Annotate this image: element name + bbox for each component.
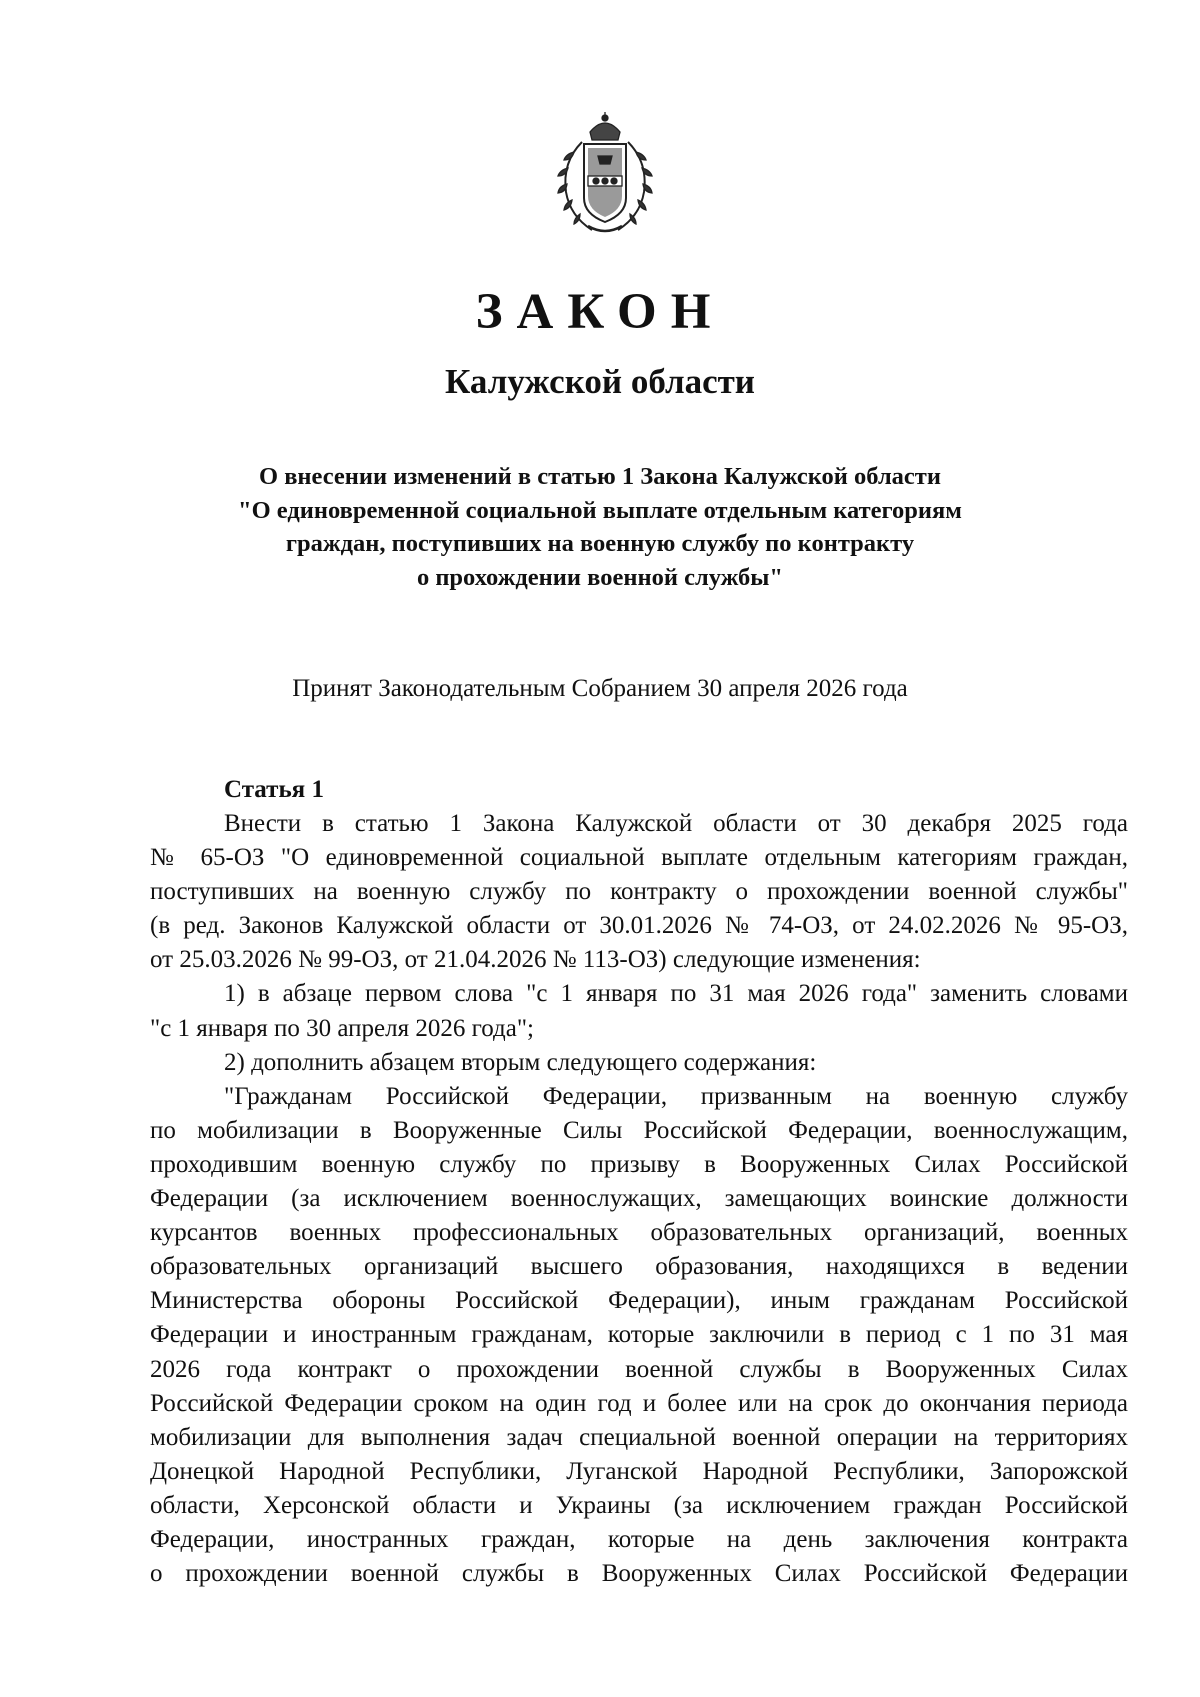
body-line: "с 1 января по 30 апреля 2026 года"; xyxy=(150,1014,534,1042)
document-subtitle: Калужской области xyxy=(445,362,755,401)
body-line: Федерации (за исключением военнослужащих, замещающих воинские должности xyxy=(150,1185,1128,1213)
body-line: от 25.03.2026 № 99-ОЗ, от 21.04.2026 № 113-ОЗ) следующие изменения: xyxy=(150,946,921,974)
body-line: о прохождении военной службы в Вооруженных Силах Российской Федерации xyxy=(150,1560,1128,1588)
body-line: курсантов военных профессиональных образовательных организаций, военных xyxy=(150,1219,1128,1247)
body-line: области, Херсонской области и Украины (за исключением граждан Российской xyxy=(150,1491,1128,1519)
body-line: 1) в абзаце первом слова "с 1 января по 31 мая 2026 года" заменить словами xyxy=(224,980,1128,1008)
body-line: мобилизации для выполнения задач специальной военной операции на территориях xyxy=(150,1423,1128,1451)
law-heading xyxy=(200,460,1000,594)
heading-line: о прохождении военной службы" xyxy=(416,563,784,591)
body-line: Российской Федерации сроком на один год и более или на срок до окончания периода xyxy=(150,1389,1128,1417)
body-line: по мобилизации в Вооруженные Силы Российской Федерации, военнослужащим, xyxy=(150,1116,1128,1144)
coat-of-arms-emblem xyxy=(552,112,658,238)
heading-line: О внесении изменений в статью 1 Закона Калужской области xyxy=(259,463,941,490)
body-line: Внести в статью 1 Закона Калужской области от 30 декабря 2025 года xyxy=(224,810,1128,837)
body-line: проходившим военную службу по призыву в Вооруженных Силах Российской xyxy=(150,1150,1128,1178)
document-title: ЗАКОН xyxy=(475,284,725,340)
body-line: образовательных организаций высшего образования, находящихся в ведении xyxy=(150,1253,1128,1281)
body-line: 2026 года контракт о прохождении военной службы в Вооруженных Силах xyxy=(150,1355,1128,1383)
body-line: 2) дополнить абзацем вторым следующего содержания: xyxy=(224,1048,817,1076)
article-title: Статья 1 xyxy=(224,776,324,803)
body-line: Федерации и иностранным гражданам, которые заключили в период с 1 по 31 мая xyxy=(150,1321,1128,1349)
body-line: (в ред. Законов Калужской области от 30.01.2026 № 74-ОЗ, от 24.02.2026 № 95-ОЗ, xyxy=(150,912,1128,940)
adoption-statement: Принят Законодательным Собранием 30 апреля 2026 года xyxy=(292,675,908,702)
body-line: № 65-ОЗ "О единовременной социальной выплате отдельным категориям граждан, xyxy=(150,844,1128,872)
body-line: Министерства обороны Российской Федерации), иным гражданам Российской xyxy=(150,1287,1128,1315)
body-line: Донецкой Народной Республики, Луганской Народной Республики, Запорожской xyxy=(150,1457,1128,1485)
heading-line: граждан, поступивших на военную службу по контракту xyxy=(285,530,915,557)
article-body xyxy=(150,773,1128,1591)
body-line: поступивших на военную службу по контракту о прохождении военной службы" xyxy=(150,878,1128,906)
body-line: Федерации, иностранных граждан, которые на день заключения контракта xyxy=(150,1525,1128,1553)
body-line: "Гражданам Российской Федерации, призванным на военную службу xyxy=(224,1082,1128,1110)
heading-line: "О единовременной социальной выплате отдельным категориям xyxy=(237,496,962,524)
